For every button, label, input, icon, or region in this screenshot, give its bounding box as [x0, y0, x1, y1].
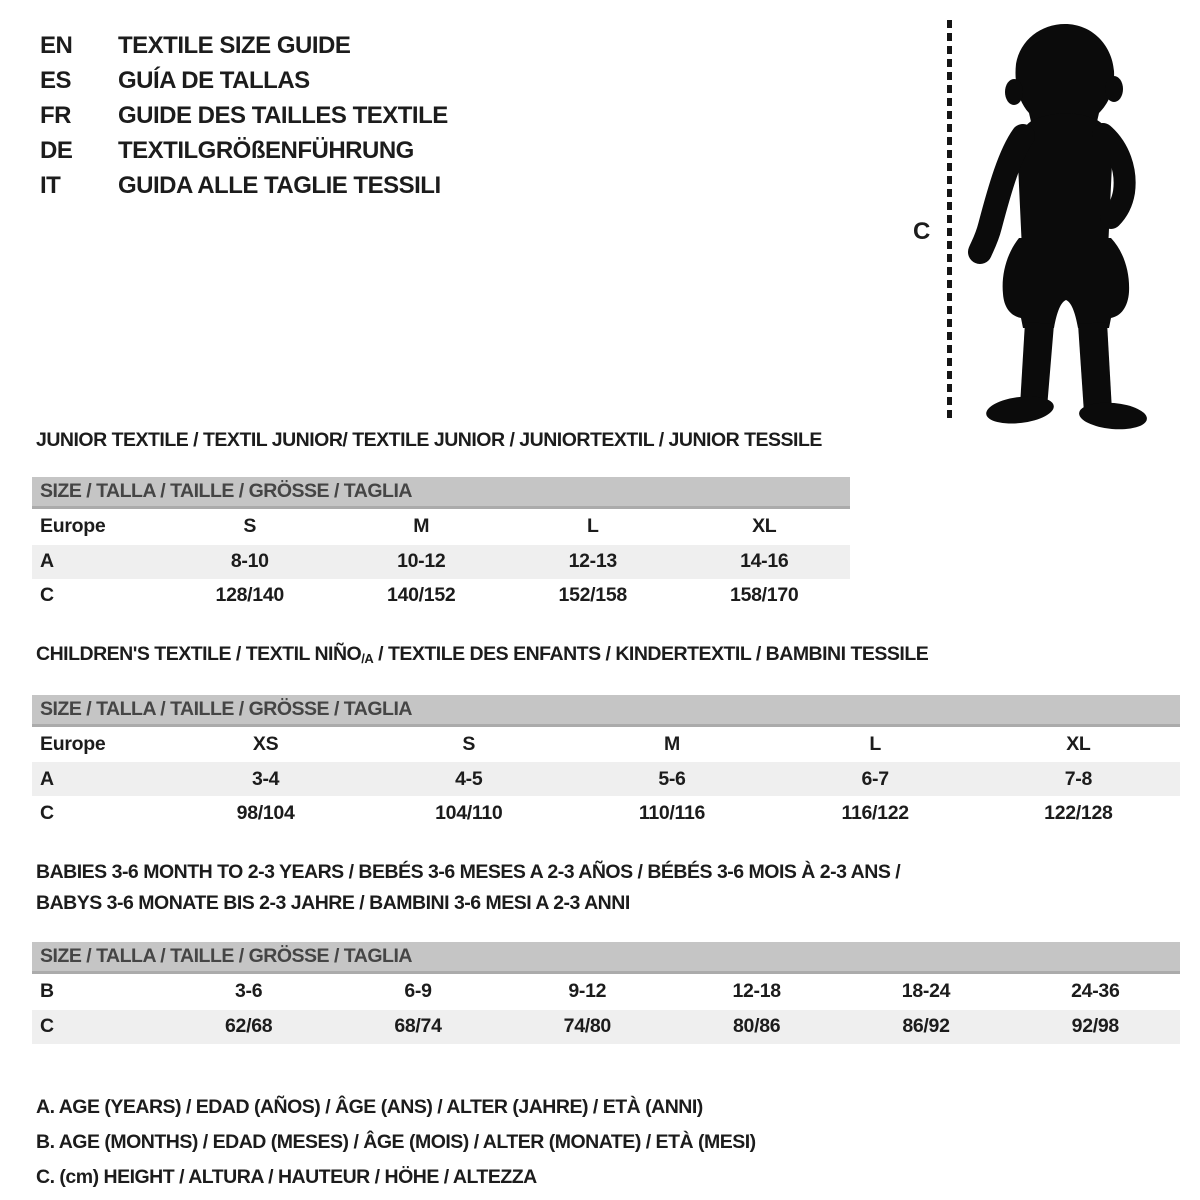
height-measure-figure: [905, 12, 1185, 437]
size-value-cell: 116/122: [841, 801, 909, 824]
row-label-cell: A: [40, 767, 54, 790]
row-label-cell: C: [40, 801, 54, 824]
language-row-it: [40, 168, 448, 203]
size-value-cell: 86/92: [902, 1015, 950, 1037]
row-label-cell: C: [40, 584, 54, 606]
size-value-cell: L: [869, 732, 881, 755]
size-header-bar: SIZE / TALLA / TAILLE / GRÖSSE / TAGLIA: [32, 942, 1180, 973]
language-code: ES: [40, 66, 72, 94]
size-value-cell: 158/170: [730, 584, 799, 606]
table-row: [32, 725, 1180, 762]
size-value-cell: L: [586, 515, 599, 538]
language-code: EN: [40, 31, 73, 59]
size-value-cell: 7-8: [1064, 767, 1093, 790]
size-value-cell: M: [413, 515, 430, 538]
language-title: GUIDE DES TAILLES TEXTILE: [118, 101, 448, 129]
size-value-cell: 12-13: [568, 550, 617, 572]
size-value-cell: 3-4: [251, 767, 280, 790]
size-guide-content: [32, 430, 1180, 1195]
children-title-text: CHILDREN'S TEXTILE / TEXTIL NIÑO: [36, 642, 362, 665]
table-row: [32, 762, 1180, 796]
size-value-cell: 80/86: [732, 1015, 781, 1037]
height-dashed-line: [947, 20, 952, 420]
size-value-cell: 110/116: [638, 801, 706, 824]
language-code: DE: [40, 136, 73, 164]
row-label-cell: B: [40, 980, 54, 1003]
size-value-cell: 92/98: [1071, 1015, 1119, 1037]
size-value-cell: S: [243, 515, 257, 538]
language-title: TEXTILGRÖßENFÜHRUNG: [118, 136, 414, 164]
size-value-cell: 10-12: [397, 550, 446, 572]
babies-title-line2: BABYS 3-6 MONATE BIS 2-3 JAHRE / BAMBINI 3-6 MESI A 2-3 ANNI: [36, 892, 630, 914]
size-value-cell: 62/68: [225, 1015, 273, 1037]
language-title: GUÍA DE TALLAS: [118, 66, 310, 94]
row-label-cell: Europe: [40, 732, 106, 755]
size-header-bar: SIZE / TALLA / TAILLE / GRÖSSE / TAGLIA: [32, 695, 1180, 726]
size-value-cell: 6-7: [861, 767, 889, 790]
size-value-cell: S: [462, 732, 476, 755]
table-row: [32, 579, 850, 613]
language-row-en: [40, 28, 448, 63]
language-row-fr: [40, 98, 448, 133]
language-row-de: [40, 133, 448, 168]
language-row-es: [40, 63, 448, 98]
size-value-cell: 14-16: [740, 550, 789, 572]
size-value-cell: 5-6: [658, 767, 686, 790]
size-value-cell: 140/152: [387, 584, 456, 606]
children-title-text: / TEXTILE DES ENFANTS / KINDERTEXTIL / BAMBINI TESSILE: [373, 642, 929, 665]
table-row: [32, 545, 850, 579]
size-value-cell: 3-6: [235, 980, 263, 1003]
size-value-cell: 98/104: [236, 801, 295, 824]
size-value-cell: XL: [1066, 732, 1091, 755]
table-row: [32, 796, 1180, 830]
language-code: FR: [40, 101, 71, 129]
size-value-cell: 12-18: [732, 980, 781, 1003]
size-value-cell: 74/80: [563, 1015, 611, 1037]
size-value-cell: 8-10: [230, 550, 269, 572]
size-value-cell: 4-5: [455, 767, 483, 790]
section-title-children: [36, 644, 1180, 669]
size-value-cell: XL: [752, 515, 777, 538]
row-label-cell: Europe: [40, 515, 106, 538]
size-value-cell: XS: [252, 732, 279, 755]
legend-notes: [36, 1090, 1180, 1195]
children-title-subscript: /A: [361, 650, 374, 666]
size-value-cell: 122/128: [1044, 801, 1113, 824]
section-title-babies: [36, 857, 1180, 919]
toddler-silhouette-icon: [960, 12, 1172, 432]
size-value-cell: M: [663, 732, 680, 755]
note-age-years: A. AGE (YEARS) / EDAD (AÑOS) / ÂGE (ANS) / ALTER (JAHRE) / ETÀ (ANNI): [36, 1095, 703, 1118]
row-label-cell: A: [40, 550, 54, 572]
babies-title-line1: BABIES 3-6 MONTH TO 2-3 YEARS / BEBÉS 3-6 MESES A 2-3 AÑOS / BÉBÉS 3-6 MOIS À 2-3 ANS /: [36, 861, 901, 883]
size-value-cell: 18-24: [901, 980, 951, 1003]
note-age-months: B. AGE (MONTHS) / EDAD (MESES) / ÂGE (MOIS) / ALTER (MONATE) / ETÀ (MESI): [36, 1130, 756, 1153]
table-row: [32, 1010, 1180, 1044]
size-value-cell: 9-12: [568, 980, 607, 1003]
size-value-cell: 24-36: [1071, 980, 1120, 1003]
height-measure-label: C: [913, 218, 931, 245]
babies-size-table: [32, 942, 1180, 1044]
size-value-cell: 104/110: [435, 801, 503, 824]
language-title: GUIDA ALLE TAGLIE TESSILI: [118, 171, 441, 199]
note-height-cm: C. (cm) HEIGHT / ALTURA / HAUTEUR / HÖHE / ALTEZZA: [36, 1165, 537, 1188]
row-label-cell: C: [40, 1015, 54, 1037]
section-title-junior: JUNIOR TEXTILE / TEXTIL JUNIOR/ TEXTILE JUNIOR / JUNIORTEXTIL / JUNIOR TESSILE: [36, 429, 822, 451]
language-code: IT: [40, 171, 61, 199]
size-value-cell: 68/74: [394, 1015, 442, 1037]
table-row: [32, 973, 1180, 1010]
size-value-cell: 152/158: [558, 584, 627, 606]
children-size-table: [32, 695, 1180, 831]
table-row: [32, 508, 850, 545]
junior-size-table: [32, 477, 850, 613]
size-header-bar: SIZE / TALLA / TAILLE / GRÖSSE / TAGLIA: [32, 477, 850, 508]
size-value-cell: 128/140: [215, 584, 284, 606]
size-value-cell: 6-9: [404, 980, 432, 1003]
language-list: [40, 28, 448, 203]
language-title: TEXTILE SIZE GUIDE: [118, 31, 351, 59]
